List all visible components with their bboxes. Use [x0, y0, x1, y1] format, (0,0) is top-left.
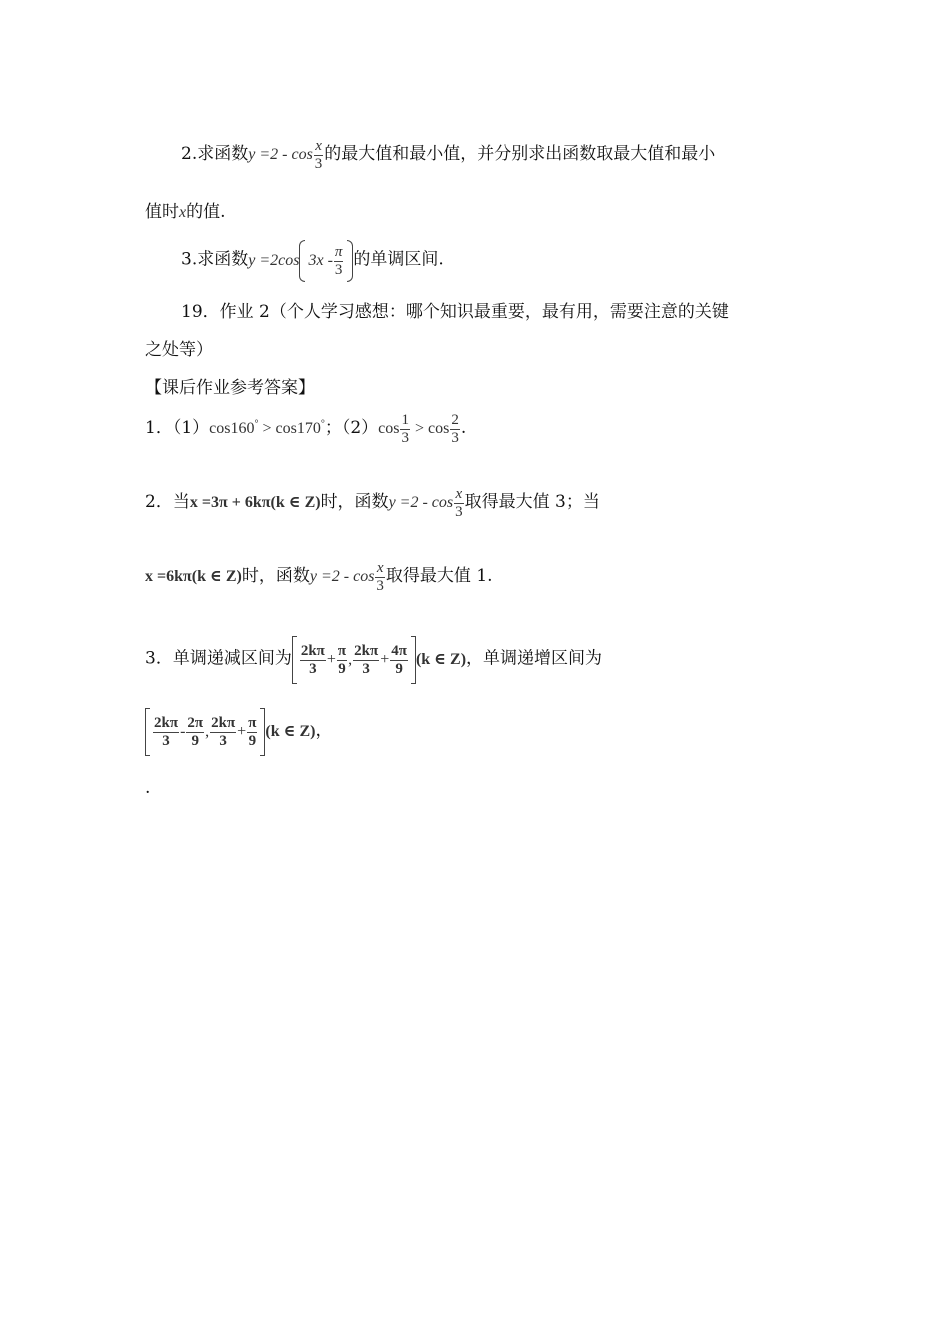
left-bracket — [292, 636, 297, 684]
fraction: $\frac{x}{3}$ — [455, 486, 463, 520]
fraction: $\frac{2}{3}$ — [451, 412, 459, 446]
fraction: $\frac{1}{3}$ — [401, 412, 409, 446]
problem-2-suffix: 的最大值和最小值，并分别求出函数取最大值和最小 — [324, 144, 716, 165]
problem-3-formula: y =2cos 3x - $\frac{\pi}{3}$ — [248, 252, 353, 269]
fraction: $\frac{x}{3}$ — [376, 560, 384, 594]
decreasing-interval: $\frac{2k\pi}{3}$ + $\frac{\pi}{9}$ , $\frac{2k\pi}{3}$ + $\frac{4\pi}{9}$ (k ∈ Z) — [292, 651, 466, 668]
answer-3-line-1: 3．单调递减区间为 $\frac{2k\pi}{3}$ + $\frac{\pi}{9}$ , $\frac{2k\pi}{3}$ + $\frac{4\pi}{9}$ (k ∈ Z)，单调递增区间为 — [145, 636, 602, 684]
fraction: $\frac{2k\pi}{3}$ — [354, 642, 379, 677]
problem-3-line: 3.求函数y =2cos 3x - $\frac{\pi}{3}$ 的单调区间. — [181, 240, 444, 282]
answers-heading: 【课后作业参考答案】 — [145, 378, 315, 398]
trailing-dot: . — [145, 778, 151, 798]
problem-2-line-1 — [181, 138, 715, 173]
fraction: $\frac{2k\pi}{3}$ — [300, 642, 325, 677]
answer-2-line-1: 2．当x =3π + 6kπ(k ∈ Z)时，函数y =2 - cos $\frac{x}{3}$ 取得最大值 3；当 — [145, 486, 600, 520]
problem-2-prefix: 2.求函数 — [181, 144, 249, 165]
problem-19-line-2: 之处等） — [145, 340, 213, 360]
fraction: $\frac{2k\pi}{3}$ — [211, 714, 236, 749]
left-bracket — [145, 708, 150, 756]
fraction: $\frac{x}{3}$ — [314, 138, 323, 172]
answer-1: 1．（1）cos160° > cos170°；（2）cos $\frac{1}{3}$ > cos $\frac{2}{3}$ . — [145, 412, 467, 446]
fraction: $\frac{2\pi}{9}$ — [187, 714, 204, 749]
answer-3-line-2: $\frac{2k\pi}{3}$ - $\frac{2\pi}{9}$ , $\frac{2k\pi}{3}$ + $\frac{\pi}{9}$ (k ∈ Z)， — [145, 708, 333, 756]
increasing-interval: $\frac{2k\pi}{3}$ - $\frac{2\pi}{9}$ , $\frac{2k\pi}{3}$ + $\frac{\pi}{9}$ (k ∈ Z) — [145, 723, 316, 740]
left-paren — [299, 240, 305, 282]
problem-19-line-1: 19．作业 2（个人学习感想：哪个知识最重要，最有用，需要注意的关键 — [181, 302, 729, 322]
fraction: $\frac{\pi}{3}$ — [334, 243, 343, 278]
answer-2-line-2: x =6kπ(k ∈ Z)时，函数y =2 - cos $\frac{x}{3}$ 取得最大值 1. — [145, 560, 493, 594]
fraction: $\frac{\pi}{9}$ — [248, 714, 257, 749]
answer-1-part-2: cos $\frac{1}{3}$ > cos $\frac{2}{3}$ — [378, 412, 459, 446]
fraction: $\frac{2k\pi}{3}$ — [154, 714, 179, 749]
fraction: $\frac{4\pi}{9}$ — [391, 642, 407, 677]
problem-2-formula: y =2 - cos $\frac{x}{3}$ — [248, 138, 323, 172]
fraction: $\frac{\pi}{9}$ — [337, 642, 347, 677]
problem-2-line-2: 值时x的值. — [145, 202, 226, 222]
